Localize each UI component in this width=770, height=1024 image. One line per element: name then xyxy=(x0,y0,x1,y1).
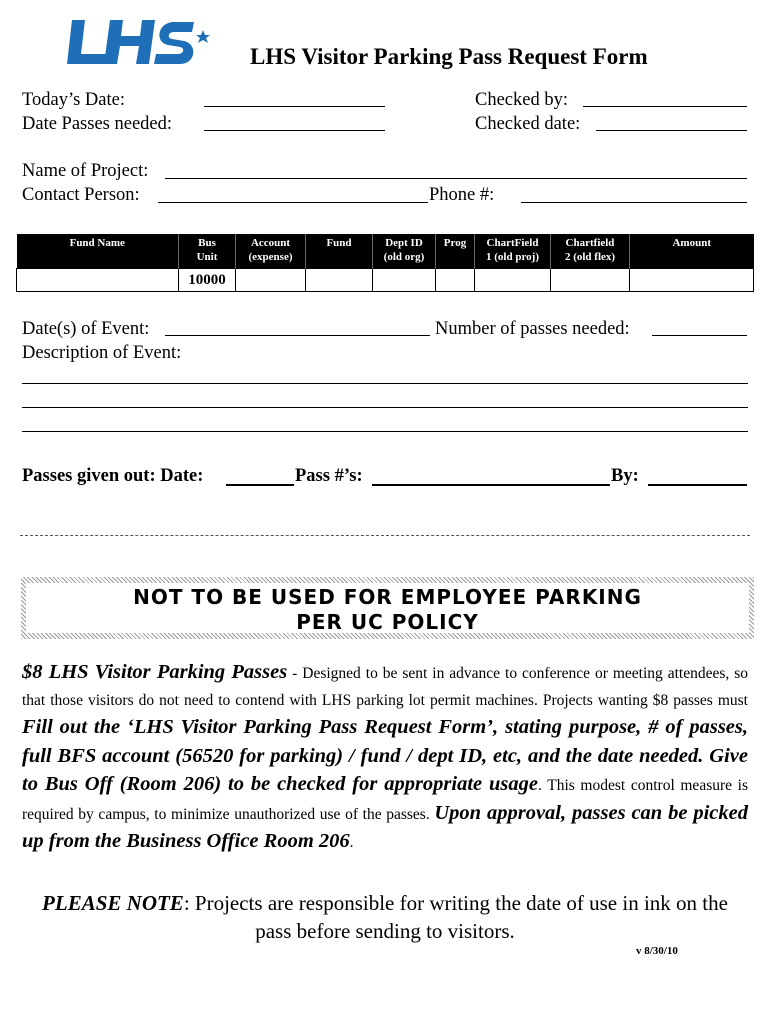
banner-line-1: NOT TO BE USED FOR EMPLOYEE PARKING xyxy=(133,585,642,609)
col-dept-id: Dept ID (old org) xyxy=(373,234,436,269)
col-bus-unit: Bus Unit xyxy=(179,234,236,269)
chartfield-2-cell[interactable] xyxy=(551,269,630,292)
passes-given-date-field[interactable] xyxy=(226,484,294,486)
col-account: Account (expense) xyxy=(236,234,306,269)
by-field[interactable] xyxy=(648,484,747,486)
passes-given-date-label: Passes given out: Date: xyxy=(22,466,204,486)
version-label: v 8/30/10 xyxy=(636,945,678,957)
banner-line-2: PER UC POLICY xyxy=(296,610,479,634)
chartfield-1-cell[interactable] xyxy=(475,269,551,292)
col-fund-name: Fund Name xyxy=(17,234,179,269)
please-note xyxy=(22,889,748,945)
paragraph-text-3: . xyxy=(349,834,354,851)
paragraph-lead: $8 LHS Visitor Parking Passes xyxy=(22,661,288,683)
fund-cell[interactable] xyxy=(306,269,373,292)
checked-date-label: Checked date: xyxy=(475,114,581,134)
name-of-project-field[interactable] xyxy=(165,178,747,179)
col-amount: Amount xyxy=(630,234,754,269)
dates-of-event-field[interactable] xyxy=(165,335,430,336)
todays-date-label: Today’s Date: xyxy=(22,90,125,110)
description-line-2[interactable] xyxy=(22,407,748,408)
description-of-event-label: Description of Event: xyxy=(22,343,182,363)
date-passes-needed-field[interactable] xyxy=(204,130,385,131)
checked-date-field[interactable] xyxy=(596,130,747,131)
pass-numbers-label: Pass #’s: xyxy=(295,466,363,486)
amount-cell[interactable] xyxy=(630,269,754,292)
phone-field[interactable] xyxy=(521,202,747,203)
instructions-paragraph xyxy=(22,659,748,857)
col-fund: Fund xyxy=(306,234,373,269)
col-prog: Prog xyxy=(436,234,475,269)
checked-by-field[interactable] xyxy=(583,106,747,107)
paragraph-emphasis-2: Upon approval, passes can be picked up from the Business Office Room 206 xyxy=(22,801,748,852)
table-row xyxy=(17,269,754,292)
fund-name-cell[interactable] xyxy=(17,269,179,292)
paragraph-text-1: - Designed to be sent in advance to conference or meeting attendees, so that those visitors do not need to contend with LHS parking lot permit machines. Projects wanting $8 passes must xyxy=(22,665,748,709)
prog-cell[interactable] xyxy=(436,269,475,292)
date-passes-needed-label: Date Passes needed: xyxy=(22,114,173,134)
paragraph-text-2: . This modest control measure is required by campus, to minimize unauthorized use of the passes. xyxy=(22,777,748,823)
please-note-text: : Projects are responsible for writing the date of use in ink on the pass before sending to visitors. xyxy=(183,891,728,943)
todays-date-field[interactable] xyxy=(204,106,385,107)
fund-table xyxy=(16,234,754,292)
policy-banner xyxy=(21,577,754,639)
col-chartfield-2: Chartfield 2 (old flex) xyxy=(551,234,630,269)
contact-person-field[interactable] xyxy=(158,202,428,203)
form-title: LHS Visitor Parking Pass Request Form xyxy=(250,44,648,69)
fund-table-header-row xyxy=(17,234,754,269)
pass-numbers-field[interactable] xyxy=(372,484,610,486)
name-of-project-label: Name of Project: xyxy=(22,161,149,181)
number-of-passes-field[interactable] xyxy=(652,335,747,336)
phone-label: Phone #: xyxy=(429,185,495,205)
by-label: By: xyxy=(611,466,639,486)
bus-unit-cell[interactable]: 10000 xyxy=(179,269,236,292)
col-chartfield-1: ChartField 1 (old proj) xyxy=(475,234,551,269)
number-of-passes-label: Number of passes needed: xyxy=(435,319,630,339)
description-line-3[interactable] xyxy=(22,431,748,432)
checked-by-label: Checked by: xyxy=(475,90,568,110)
lhs-logo xyxy=(66,14,212,70)
dates-of-event-label: Date(s) of Event: xyxy=(22,319,150,339)
dashed-divider xyxy=(20,535,750,536)
paragraph-emphasis-1: Fill out the ‘LHS Visitor Parking Pass Request Form’, stating purpose, # of passes, full BFS account (56520 for parking) / fund / dept ID, etc, and the date needed. Give to Bus Off (Room 206) to be checked for appropriate usage xyxy=(22,716,748,795)
policy-banner-text xyxy=(26,583,749,633)
dept-id-cell[interactable] xyxy=(373,269,436,292)
please-note-label: PLEASE NOTE xyxy=(42,891,184,915)
contact-person-label: Contact Person: xyxy=(22,185,140,205)
account-cell[interactable] xyxy=(236,269,306,292)
description-line-1[interactable] xyxy=(22,383,748,384)
